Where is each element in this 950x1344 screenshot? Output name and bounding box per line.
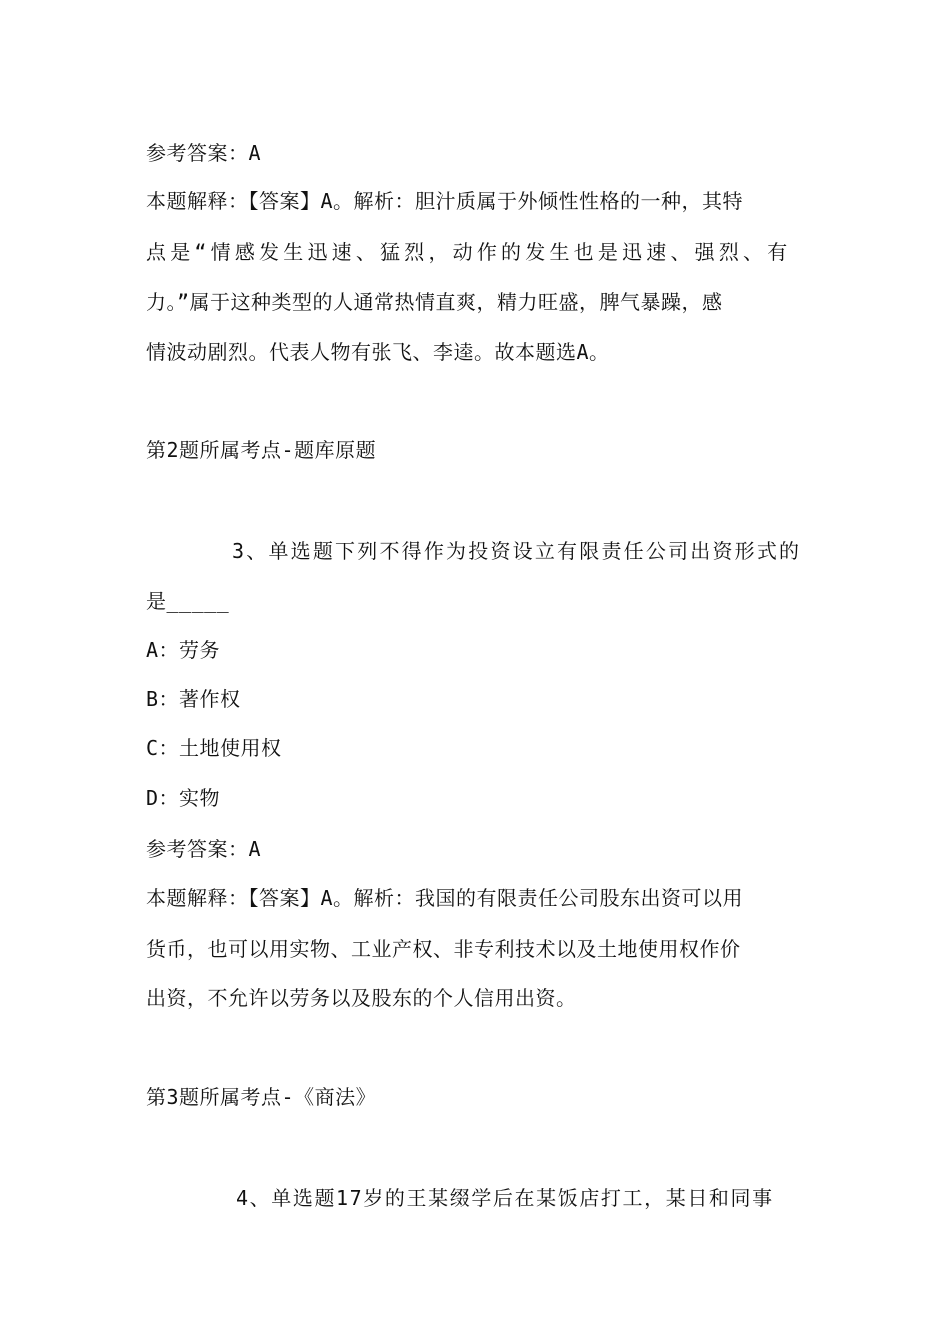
q2-knowledge-point: 第2题所属考点-题库原题 <box>146 438 377 462</box>
q3-knowledge-point: 第3题所属考点-《商法》 <box>146 1085 377 1109</box>
q3-option-a: A：劳务 <box>146 638 221 662</box>
q2-explanation-line-3: 力。”属于这种类型的人通常热情直爽，精力旺盛，脾气暴躁，感 <box>146 290 723 314</box>
q2-explanation-line-1: 本题解释：【答案】A。解析：胆汁质属于外倾性性格的一种，其特 <box>146 189 744 213</box>
q3-option-d: D：实物 <box>146 786 221 810</box>
q2-explanation-line-4: 情波动剧烈。代表人物有张飞、李逵。故本题选A。 <box>146 340 610 364</box>
q2-answer: 参考答案：A <box>146 141 262 165</box>
q3-explanation-line-2: 货币，也可以用实物、工业产权、非专利技术以及土地使用权作价 <box>146 937 741 961</box>
q3-option-b: B：著作权 <box>146 687 241 711</box>
q3-answer: 参考答案：A <box>146 837 262 861</box>
q3-question-line-2: 是_____ <box>146 589 230 613</box>
q3-question-line-1: 3、单选题下列不得作为投资设立有限责任公司出资形式的 <box>232 539 802 563</box>
q3-explanation-line-3: 出资，不允许以劳务以及股东的个人信用出资。 <box>146 986 577 1010</box>
q4-question-line-1: 4、单选题17岁的王某缀学后在某饭店打工，某日和同事 <box>236 1186 774 1210</box>
q2-explanation-line-2: 点是“情感发生迅速、猛烈，动作的发生也是迅速、强烈、有 <box>146 240 792 264</box>
q3-option-c: C：土地使用权 <box>146 736 282 760</box>
q3-explanation-line-1: 本题解释：【答案】A。解析：我国的有限责任公司股东出资可以用 <box>146 886 744 910</box>
